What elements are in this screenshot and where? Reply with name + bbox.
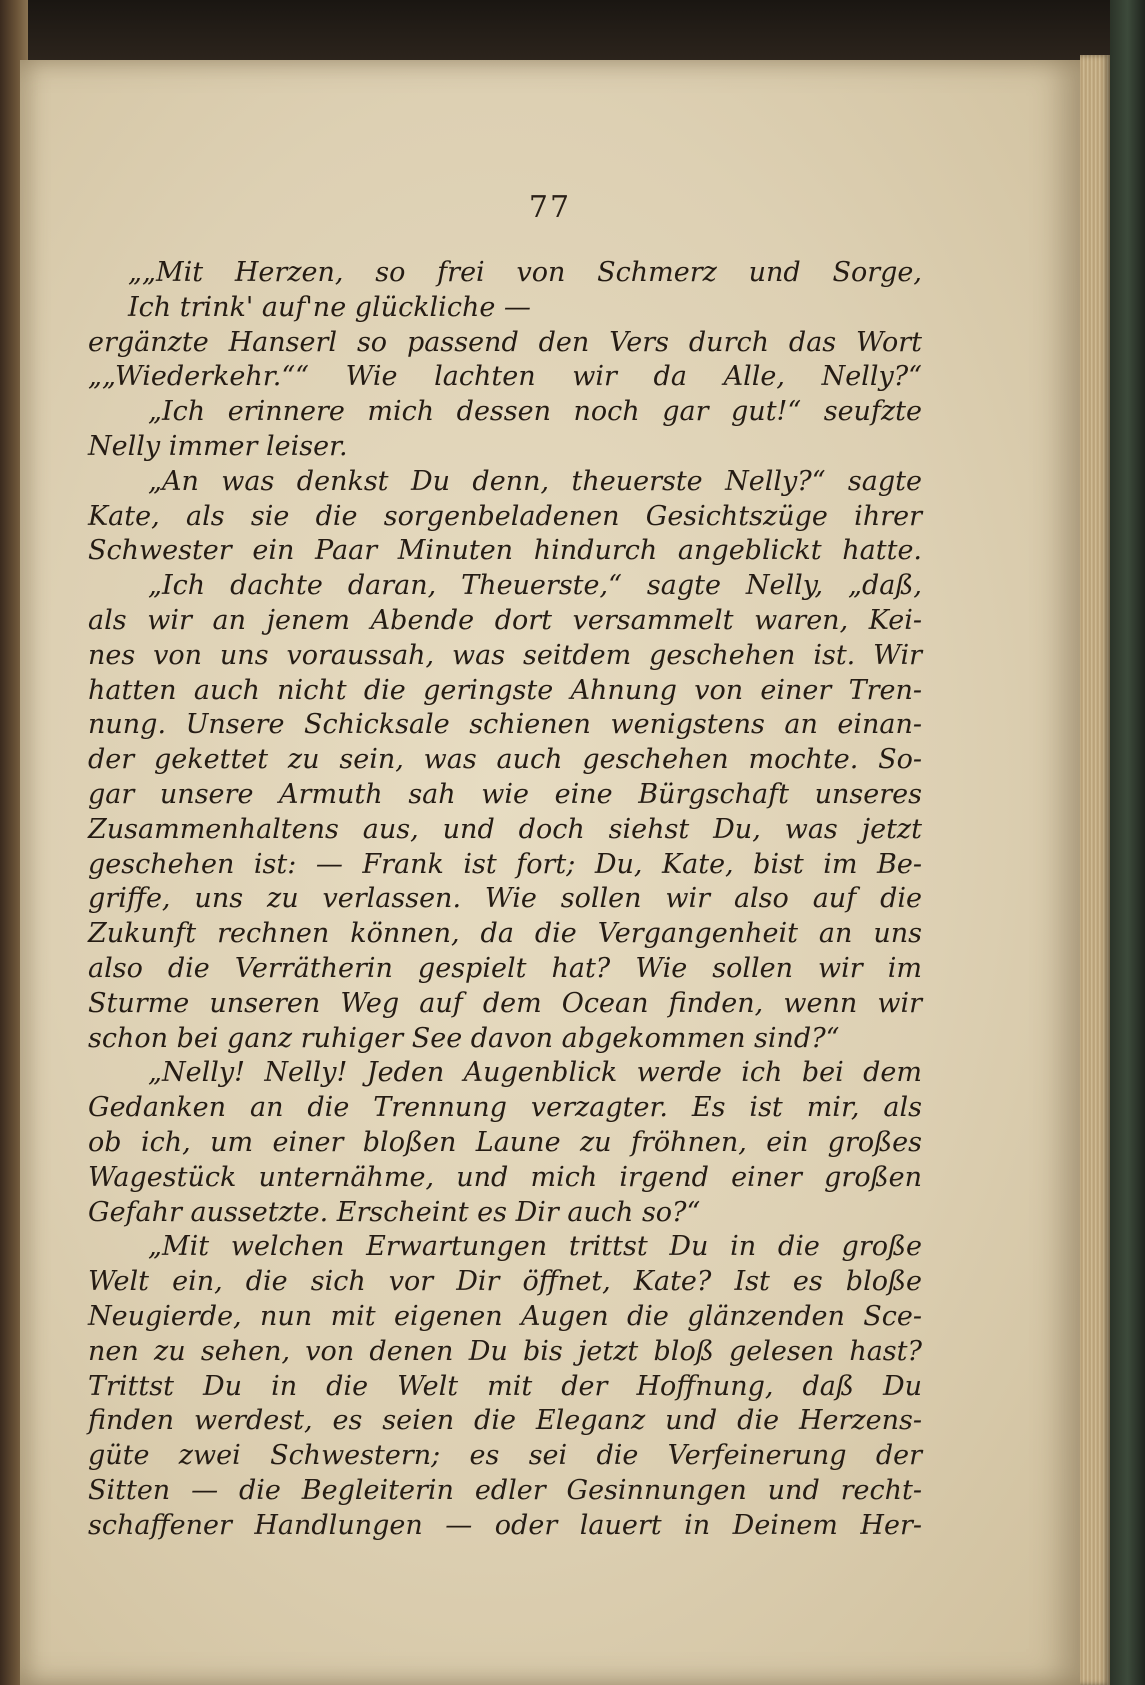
- text-line: „Ich dachte daran, Theuerste,“ sagte Nelly, „daß,: [148, 570, 922, 602]
- text-line: griffe, uns zu verlassen. Wie sollen wir also auf die: [88, 883, 922, 915]
- text-line: Kate, als sie die sorgenbeladenen Gesichtszüge ihrer: [88, 500, 922, 532]
- text-line: Sitten — die Begleiterin edler Gesinnungen und recht-: [88, 1474, 922, 1506]
- text-line: als wir an jenem Abende dort versammelt waren, Kei-: [88, 604, 922, 636]
- book-cover-right: [1110, 0, 1145, 1685]
- text-line: „„Wiederkehr.““ Wie lachten wir da Alle, Nelly?“: [88, 361, 922, 393]
- text-line: geschehen ist: — Frank ist fort; Du, Kate, bist im Be-: [88, 848, 922, 880]
- text-line: „An was denkst Du denn, theuerste Nelly?“ sagte: [148, 465, 922, 497]
- text-line: gar unsere Armuth sah wie eine Bürgschaft unseres: [88, 778, 922, 810]
- text-line: also die Verrätherin gespielt hat? Wie sollen wir im: [88, 952, 922, 984]
- text-line: Nelly immer leiser.: [88, 430, 348, 462]
- text-line: Zusammenhaltens aus, und doch siehst Du, was jetzt: [88, 813, 922, 845]
- page-text: [88, 256, 922, 1543]
- text-line: Gedanken an die Trennung verzagter. Es ist mir, als: [88, 1092, 922, 1124]
- text-line: der gekettet zu sein, was auch geschehen mochte. So-: [88, 744, 922, 776]
- text-line: Sturme unseren Weg auf dem Ocean finden, wenn wir: [88, 987, 922, 1019]
- text-line: nung. Unsere Schicksale schienen wenigstens an einan-: [88, 709, 922, 741]
- text-line: Ich trink' auf'ne glückliche —: [128, 291, 531, 323]
- text-line: Wagestück unternähme, und mich irgend einer großen: [88, 1161, 922, 1193]
- text-line: finden werdest, es seien die Eleganz und die Herzens-: [88, 1405, 922, 1437]
- text-line: „Mit welchen Erwartungen trittst Du in die große: [148, 1231, 922, 1263]
- text-line: schaffener Handlungen — oder lauert in Deinem Her-: [88, 1509, 922, 1541]
- text-line: schon bei ganz ruhiger See davon abgekommen sind?“: [88, 1022, 840, 1054]
- text-line: güte zwei Schwestern; es sei die Verfeinerung der: [88, 1440, 922, 1472]
- text-line: Gefahr aussetzte. Erscheint es Dir auch so?“: [88, 1196, 701, 1228]
- book-page: [20, 60, 1080, 1685]
- page-edges: [1080, 55, 1110, 1685]
- text-line: „„Mit Herzen, so frei von Schmerz und Sorge,: [128, 257, 922, 288]
- text-line: „Ich erinnere mich dessen noch gar gut!“ seufzte: [148, 396, 922, 428]
- text-line: nes von uns voraussah, was seitdem geschehen ist. Wir: [88, 639, 922, 671]
- page-number: 77: [528, 190, 572, 225]
- text-line: nen zu sehen, von denen Du bis jetzt bloß gelesen hast?: [88, 1335, 922, 1367]
- text-line: Schwester ein Paar Minuten hindurch angeblickt hatte.: [88, 535, 922, 567]
- text-line: „Nelly! Nelly! Jeden Augenblick werde ich bei dem: [148, 1057, 922, 1089]
- text-line: Welt ein, die sich vor Dir öffnet, Kate? Ist es bloße: [88, 1266, 922, 1298]
- text-line: hatten auch nicht die geringste Ahnung von einer Tren-: [88, 674, 922, 706]
- text-line: Neugierde, nun mit eigenen Augen die glänzenden Sce-: [88, 1300, 922, 1332]
- text-line: ergänzte Hanserl so passend den Vers durch das Wort: [88, 326, 922, 358]
- text-line: Zukunft rechnen können, da die Vergangenheit an uns: [88, 918, 922, 950]
- text-line: ob ich, um einer bloßen Laune zu fröhnen, ein großes: [88, 1126, 922, 1158]
- book-cover-top: [0, 0, 1145, 62]
- text-line: Trittst Du in die Welt mit der Hoffnung, daß Du: [88, 1370, 922, 1402]
